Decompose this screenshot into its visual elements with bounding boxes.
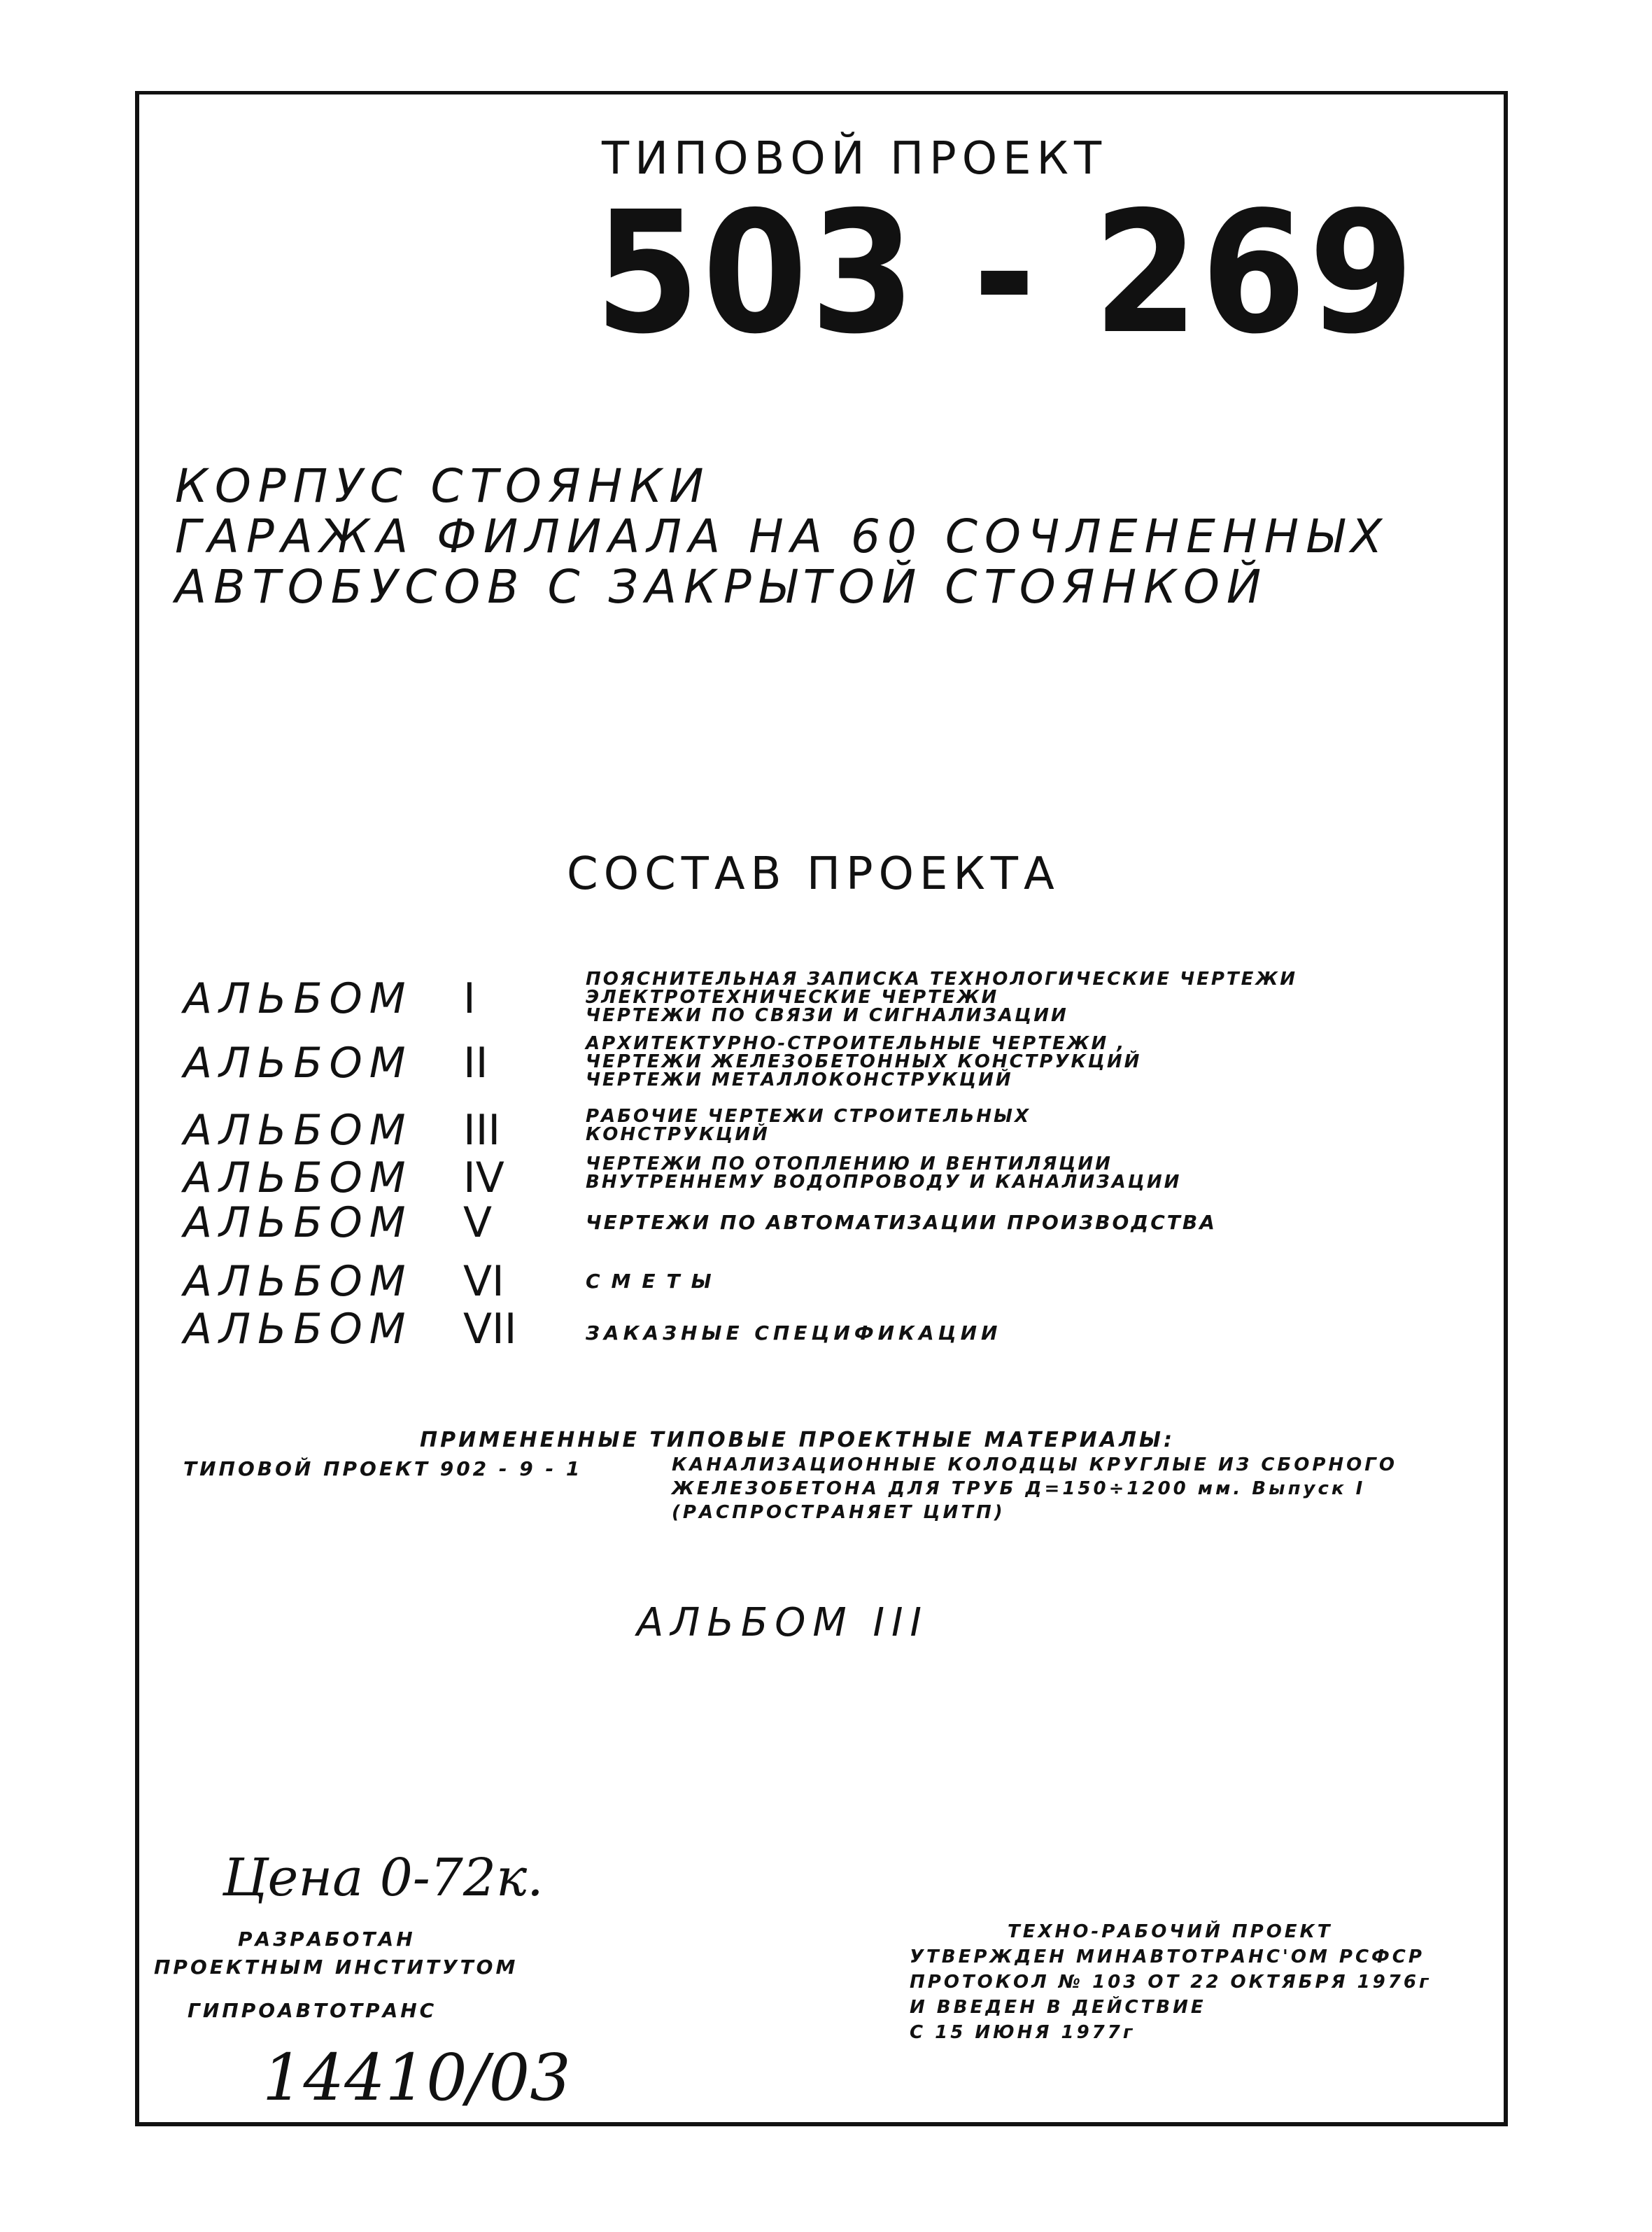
materials-line: (РАСПРОСТРАНЯЕТ ЦИТП) bbox=[672, 1502, 1005, 1523]
materials-description bbox=[672, 1453, 1397, 1524]
institute-name: ГИПРОАВТОТРАНС bbox=[188, 1999, 437, 2022]
materials-line: ЖЕЛЕЗОБЕТОНА ДЛЯ ТРУБ Д=150÷1200 мм. Выпуск I bbox=[672, 1478, 1366, 1499]
album-description bbox=[586, 970, 1297, 1025]
album-label: АЛЬБОМ bbox=[183, 1106, 413, 1155]
approval-line: УТВЕРЖДЕН МИНАВТОТРАНС'ОМ РСФСР bbox=[910, 1946, 1425, 1967]
album-numeral: I bbox=[463, 974, 476, 1023]
album-label: АЛЬБОМ bbox=[183, 1039, 413, 1088]
inventory-number: 14410/03 bbox=[262, 2040, 571, 2115]
album-numeral: II bbox=[463, 1039, 488, 1088]
album-description-line: ЗАКАЗНЫЕ СПЕЦИФИКАЦИИ bbox=[586, 1321, 1002, 1345]
title-line-3: АВТОБУСОВ С ЗАКРЫТОЙ СТОЯНКОЙ bbox=[175, 560, 1269, 614]
materials-heading: ПРИМЕНЕННЫЕ ТИПОВЫЕ ПРОЕКТНЫЕ МАТЕРИАЛЫ: bbox=[420, 1428, 1175, 1452]
album-label: АЛЬБОМ bbox=[183, 1257, 413, 1306]
album-description bbox=[586, 1034, 1141, 1089]
composition-heading: СОСТАВ ПРОЕКТА bbox=[567, 848, 1060, 900]
album-description bbox=[586, 1211, 1217, 1234]
album-description-line: КОНСТРУКЦИЙ bbox=[586, 1124, 770, 1145]
album-description-line: ЧЕРТЕЖИ ПО ОТОПЛЕНИЮ И ВЕНТИЛЯЦИИ bbox=[586, 1153, 1113, 1174]
album-description-line: ПОЯСНИТЕЛЬНАЯ ЗАПИСКА ТЕХНОЛОГИЧЕСКИЕ ЧЕРТЕЖИ bbox=[586, 969, 1297, 990]
album-description bbox=[586, 1107, 1031, 1144]
album-description-line: ВНУТРЕННЕМУ ВОДОПРОВОДУ И КАНАЛИЗАЦИИ bbox=[586, 1172, 1182, 1193]
price: Цена 0-72к. bbox=[223, 1848, 544, 1908]
title-line-1: КОРПУС СТОЯНКИ bbox=[175, 459, 711, 513]
current-album: АЛЬБОМ III bbox=[637, 1600, 929, 1645]
album-description-line: АРХИТЕКТУРНО-СТРОИТЕЛЬНЫЕ ЧЕРТЕЖИ , bbox=[586, 1033, 1127, 1054]
album-label: АЛЬБОМ bbox=[183, 1198, 413, 1247]
approval-block bbox=[910, 1919, 1432, 2045]
album-description-line: ЧЕРТЕЖИ ЖЕЛЕЗОБЕТОННЫХ КОНСТРУКЦИЙ bbox=[586, 1051, 1142, 1072]
album-label: АЛЬБОМ bbox=[183, 1305, 413, 1354]
approval-line: ТЕХНО-РАБОЧИЙ ПРОЕКТ bbox=[1008, 1921, 1333, 1942]
title-line-2: ГАРАЖА ФИЛИАЛА НА 60 СОЧЛЕНЕННЫХ bbox=[175, 510, 1390, 563]
album-numeral: III bbox=[463, 1106, 501, 1155]
project-number: 503 - 269 bbox=[595, 175, 1417, 371]
album-description bbox=[586, 1321, 1002, 1345]
album-description-line: ЧЕРТЕЖИ ПО АВТОМАТИЗАЦИИ ПРОИЗВОДСТВА bbox=[586, 1211, 1217, 1234]
album-description bbox=[586, 1155, 1181, 1191]
album-label: АЛЬБОМ bbox=[183, 974, 413, 1023]
album-description-line: ЧЕРТЕЖИ МЕТАЛЛОКОНСТРУКЦИЙ bbox=[586, 1069, 1013, 1090]
album-description-line: РАБОЧИЕ ЧЕРТЕЖИ СТРОИТЕЛЬНЫХ bbox=[586, 1106, 1031, 1127]
album-numeral: VI bbox=[463, 1257, 504, 1306]
developed-line-2: ПРОЕКТНЫМ ИНСТИТУТОМ bbox=[154, 1956, 518, 1979]
album-description-line: ЧЕРТЕЖИ ПО СВЯЗИ И СИГНАЛИЗАЦИИ bbox=[586, 1005, 1068, 1026]
project-kicker: ТИПОВОЙ ПРОЕКТ bbox=[602, 133, 1108, 185]
approval-line: ПРОТОКОЛ № 103 ОТ 22 ОКТЯБРЯ 1976г bbox=[910, 1972, 1432, 1993]
album-label: АЛЬБОМ bbox=[183, 1153, 413, 1202]
album-description bbox=[586, 1272, 723, 1291]
album-description-line: СМЕТЫ bbox=[586, 1270, 723, 1293]
approval-line: И ВВЕДЕН В ДЕЙСТВИЕ bbox=[910, 1997, 1206, 2018]
album-numeral: VII bbox=[463, 1305, 517, 1354]
developed-line-1: РАЗРАБОТАН bbox=[238, 1928, 416, 1951]
approval-line: С 15 ИЮНЯ 1977г bbox=[910, 2022, 1136, 2043]
album-description-line: ЭЛЕКТРОТЕХНИЧЕСКИЕ ЧЕРТЕЖИ bbox=[586, 987, 999, 1008]
album-numeral: V bbox=[463, 1198, 493, 1247]
materials-line: КАНАЛИЗАЦИОННЫЕ КОЛОДЦЫ КРУГЛЫЕ ИЗ СБОРНОГО bbox=[672, 1454, 1397, 1475]
album-numeral: IV bbox=[463, 1153, 504, 1202]
materials-project-ref: ТИПОВОЙ ПРОЕКТ 902 - 9 - 1 bbox=[183, 1457, 583, 1480]
